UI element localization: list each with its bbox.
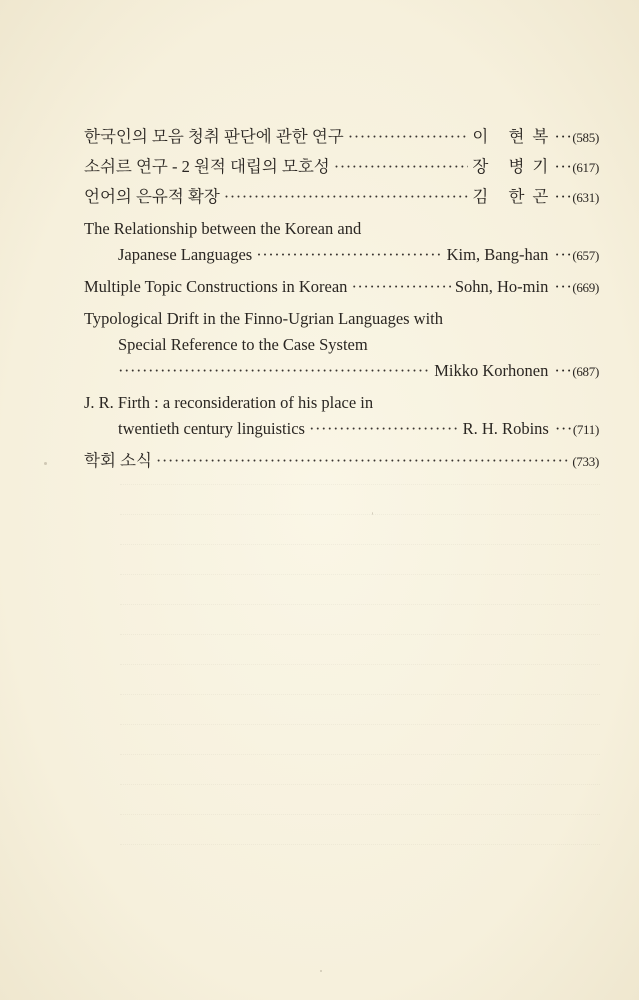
paper-speck xyxy=(44,462,47,465)
toc-line xyxy=(84,332,599,358)
page-number: (657) xyxy=(572,248,599,263)
entry-title: Multiple Topic Constructions in Korean xyxy=(84,277,348,296)
entry-title: Special Reference to the Case System xyxy=(118,335,368,354)
entry-title: Typological Drift in the Finno-Ugrian Languages with xyxy=(84,309,444,328)
toc-entry xyxy=(84,124,599,150)
entry-author: 이 현복 xyxy=(472,127,557,146)
toc-entry xyxy=(84,306,599,384)
toc-entry xyxy=(84,154,599,180)
dot-leader xyxy=(224,184,469,210)
page-number: (733) xyxy=(572,454,599,469)
entry-author: Sohn, Ho-min xyxy=(454,277,549,296)
dot-leader xyxy=(156,448,568,474)
entry-title: J. R. Firth : a reconsideration of his place in xyxy=(84,393,374,412)
toc-line xyxy=(84,274,599,300)
dot-leader: ··· xyxy=(554,277,573,296)
dot-leader: ··· xyxy=(554,361,573,380)
toc-line xyxy=(84,184,599,210)
toc-line xyxy=(84,358,599,384)
toc-line xyxy=(84,306,599,332)
entry-title: 언어의 은유적 확장 xyxy=(84,187,220,206)
page-number: (669) xyxy=(572,280,599,295)
dot-leader: ··· xyxy=(554,127,573,146)
dot-leader: ··· xyxy=(554,419,573,438)
toc-entry xyxy=(84,274,599,300)
page-number: (631) xyxy=(572,190,599,205)
entry-author: 장 병기 xyxy=(472,157,557,176)
entry-author: 김 한곤 xyxy=(472,187,557,206)
entry-title: 학회 소식 xyxy=(84,451,152,470)
toc-entry xyxy=(84,390,599,442)
toc-line xyxy=(84,448,599,474)
dot-leader: ··· xyxy=(554,245,573,264)
toc-line xyxy=(84,390,599,416)
page-number: (585) xyxy=(572,130,599,145)
entry-author: Kim, Bang-han xyxy=(446,245,549,264)
paper-speck xyxy=(320,970,322,972)
toc-line xyxy=(84,242,599,268)
entry-title: twentieth century linguistics xyxy=(118,419,305,438)
dot-leader: ··· xyxy=(554,187,573,206)
dot-leader xyxy=(334,154,469,180)
entry-title: Japanese Languages xyxy=(118,245,253,264)
page-number: (617) xyxy=(572,160,599,175)
page-number: (687) xyxy=(572,364,599,379)
toc-line xyxy=(84,154,599,180)
toc-line xyxy=(84,124,599,150)
page-number: (711) xyxy=(572,422,599,437)
toc-line xyxy=(84,216,599,242)
toc-entry xyxy=(84,184,599,210)
dot-leader xyxy=(309,416,459,442)
table-of-contents xyxy=(84,124,599,478)
dot-leader: ··· xyxy=(554,157,573,176)
reverse-side-bleed xyxy=(120,455,600,845)
dot-leader xyxy=(351,274,450,300)
toc-entry xyxy=(84,448,599,474)
entry-title: 한국인의 모음 청취 판단에 관한 연구 xyxy=(84,127,344,146)
toc-line xyxy=(84,416,599,442)
entry-author: R. H. Robins xyxy=(462,419,549,438)
dot-leader xyxy=(348,124,469,150)
dot-leader xyxy=(118,358,430,384)
entry-author: Mikko Korhonen xyxy=(434,361,549,380)
dot-leader xyxy=(256,242,442,268)
entry-title: 소쉬르 연구 - 2 원적 대립의 모호성 xyxy=(84,157,330,176)
paper-speck xyxy=(372,512,373,515)
toc-entry xyxy=(84,216,599,268)
entry-title: The Relationship between the Korean and xyxy=(84,219,362,238)
